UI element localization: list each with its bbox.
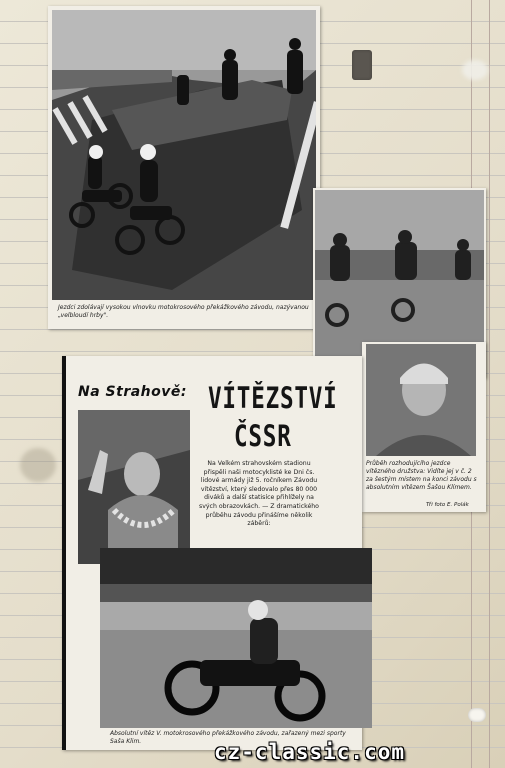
torn-patch	[352, 50, 372, 80]
article-kicker: Na Strahově:	[78, 384, 187, 400]
winner-riding-photo	[100, 548, 372, 728]
watermark: cz-classic.com	[214, 740, 406, 764]
rider-portrait-photo	[366, 344, 476, 456]
top-clipping	[48, 6, 320, 329]
punch-hole	[468, 708, 486, 722]
stain	[20, 448, 56, 482]
portrait-clipping	[362, 342, 486, 512]
article-bottom-caption: Absolutní vítěz V. motokrosového překážkového závodu, zařazený mezi sporty Saša Klim.	[110, 730, 346, 745]
column-rule	[62, 356, 66, 750]
headline-line-2: ČSSR	[234, 419, 292, 453]
top-photo-caption: Jezdci zdolávají vysokou vlnovku motokrosového překážkového závodu, nazývanou „velbloudí hrby".	[58, 304, 309, 319]
headline-line-1: VÍTĚZSTVÍ	[208, 381, 338, 415]
paper-tear	[462, 60, 488, 80]
motocross-jump-photo	[52, 10, 316, 300]
right-photo-caption: Průběh rozhodujícího jezdce vítězného družstva: Vidíte jej v č. 2 za šestým místem na konci závodu s absolutním vítězem Šašou Klímem.	[366, 460, 477, 491]
article-clipping	[62, 356, 362, 750]
winner-portrait-photo	[78, 410, 190, 564]
photo-credit: Tři foto E. Polák	[426, 502, 469, 508]
margin-line-2	[489, 0, 490, 768]
article-body: Na Velkém strahovském stadionu přispěli naši motocyklisté ke Dni čs. lidové armády již 5. ročníkem Závodu vítězství, který sledovalo přes 80 000 diváků a další statisíce přihlížely na svých obrazovkách. — Z dramatického průběhu závodu přinášíme několik záběrů:	[199, 460, 319, 528]
